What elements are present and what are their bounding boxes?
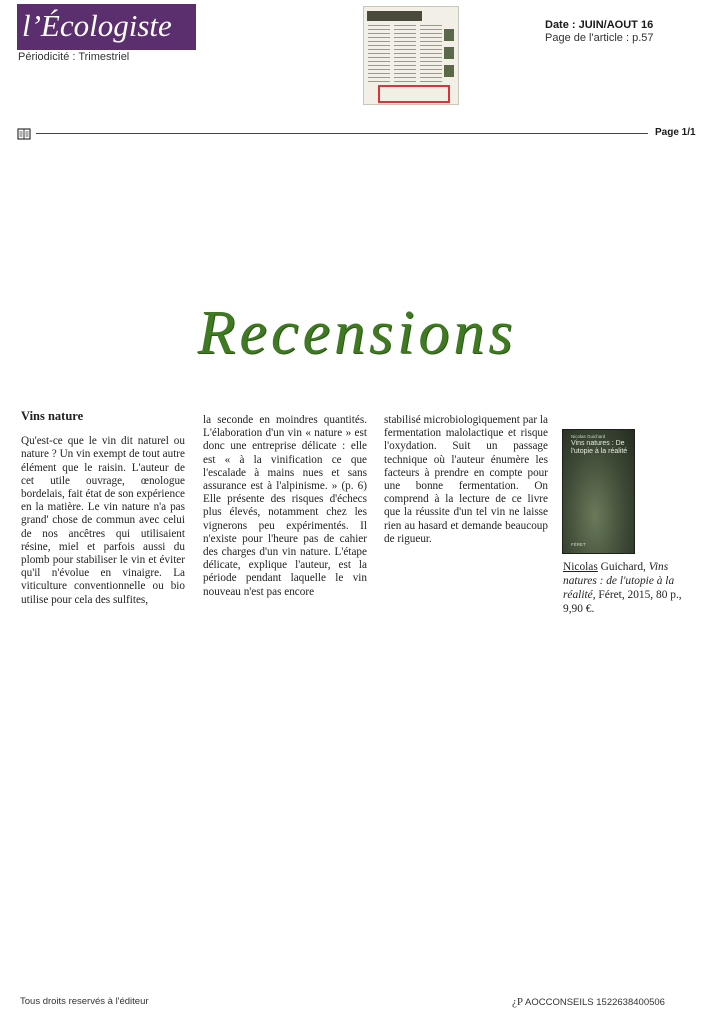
- thumbnail-column: [420, 25, 442, 83]
- thumbnail-column: [368, 25, 390, 83]
- header-divider: [36, 133, 648, 134]
- book-cover-image: [563, 430, 634, 553]
- footer-agency: [512, 996, 665, 1008]
- footer-rights: Tous droits reservés à l'éditeur: [20, 996, 149, 1007]
- caption-author-first: Nicolas: [563, 561, 598, 573]
- article-text: stabilisé microbiologiquement par la fermentation malolactique et risque l'oxydation. Suit un passage technique où l'auteur énumère les facteurs à prendre en compte pour une bonne fermentation. On comprend à la lecture de ce livre que la réussite d'un tel vin ne laisse rien au hasard et demande beaucoup de rigueur.: [384, 414, 548, 545]
- thumbnail-image: [444, 29, 454, 41]
- thumbnail-image: [444, 47, 454, 59]
- article-column-3: [384, 414, 548, 546]
- caption-book-details: , Féret, 2015, 80 p., 9,90 €.: [563, 589, 682, 615]
- article-column-1: [21, 410, 185, 607]
- newspaper-icon: [17, 127, 31, 141]
- article-page-reference: Page de l'article : p.57: [545, 32, 654, 44]
- page-thumbnail[interactable]: [363, 6, 459, 105]
- book-cover-publisher: FÉRET: [571, 542, 586, 547]
- page-count: Page 1/1: [655, 127, 696, 138]
- thumbnail-article-highlight: [378, 85, 450, 103]
- caption-book-title: Vins natures : de l'utopie à la réalité: [563, 561, 675, 601]
- book-cover-author: Nicolas Guichard: [571, 434, 606, 439]
- thumbnail-column: [394, 25, 416, 83]
- periodicity-label: Périodicité : Trimestriel: [18, 51, 130, 63]
- book-cover-title: Vins natures : De l'utopie à la réalité: [571, 440, 628, 455]
- publication-logo: l’Écologiste: [17, 4, 196, 50]
- article-text: Qu'est-ce que le vin dit naturel ou nature ? Un vin exempt de tout autre élément que le raisin. L'auteur de cet utile ouvrage, œnologue bordelais, fait état de son expérience en la matière. Le vin nature n'a pas grand' chose de commun avec celui de nos ancêtres qui utilisaient résine, miel et parfois aussi du plomb pour stabiliser le vin et éviter qu'il n'évolue en vinaigre. La viticulture conventionnelle ou bio utilise pour cela des sulfites,: [21, 435, 185, 606]
- article-headline: Vins nature: [21, 409, 84, 423]
- article-column-2: [203, 414, 367, 599]
- caption-author-last: Guichard,: [597, 561, 649, 573]
- section-title: Recensions: [197, 299, 517, 367]
- issue-date: Date : JUIN/AOUT 16: [545, 19, 654, 31]
- book-caption: [563, 560, 687, 616]
- thumbnail-image: [444, 65, 454, 77]
- agency-logo-icon: ¿P: [512, 996, 523, 1008]
- thumbnail-header-block: [367, 11, 422, 21]
- article-text: la seconde en moindres quantités. L'élaboration d'un vin « nature » est donc une entreprise délicate : elle est « à la vinification ce que l'escalade à mains nues et sans assurance est à l'alpinisme. » (p. 6) Elle présente des risques d'échecs plus élevés, notamment chez les vignerons peu expérimentés. Il n'existe pour l'heure pas de cahier des charges d'un vin nature. L'étape délicate, explique l'auteur, est la période pendant laquelle le vin nouveau n'est pas encore: [203, 414, 367, 598]
- footer-code: AOCCONSEILS 1522638400506: [525, 997, 665, 1008]
